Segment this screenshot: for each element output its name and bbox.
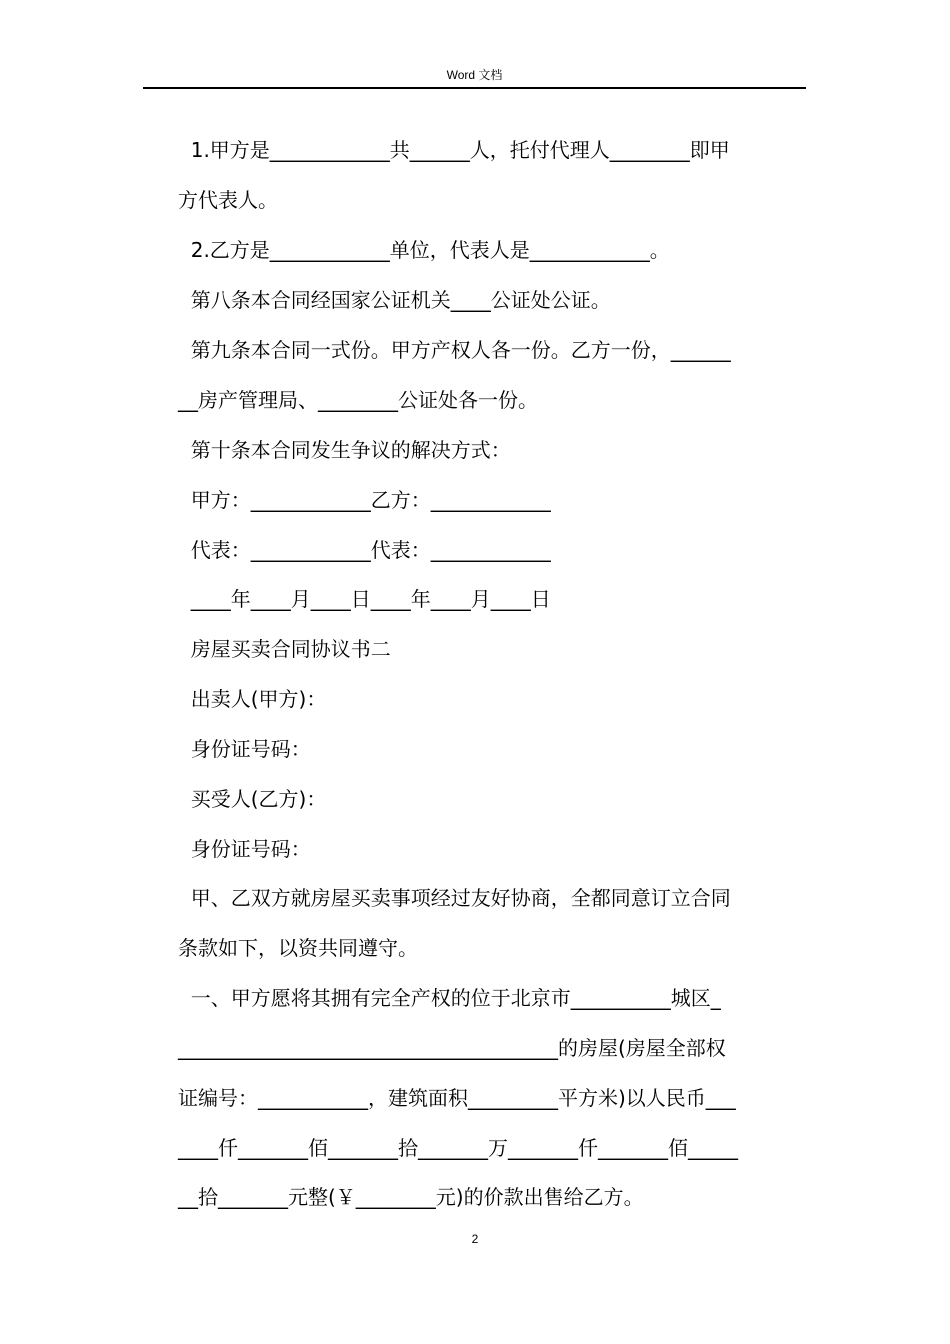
body-line: 2.乙方是____________单位，代表人是____________。 — [178, 238, 670, 262]
body-line: 买受人(乙方)： — [178, 787, 327, 811]
body-line: 甲方：____________乙方：____________ — [178, 488, 551, 512]
header-rule — [143, 87, 806, 89]
body-line: 第十条本合同发生争议的解决方式： — [178, 438, 511, 462]
body-line: 房屋买卖合同协议书二 — [178, 637, 391, 661]
body-line: __拾_______元整(￥________元)的价款出售给乙方。 — [178, 1185, 644, 1209]
body-line: 代表：____________代表：____________ — [178, 538, 551, 562]
body-line: ____仟_______佰_______拾_______万_______仟_______佰_____ — [178, 1136, 738, 1160]
body-line: 条款如下，以资共同遵守。 — [178, 936, 418, 960]
body-line: 第八条本合同经国家公证机关____公证处公证。 — [178, 288, 611, 312]
page-header: Word 文档 — [446, 68, 503, 82]
body-line: ______________________________________的房屋(房屋全部权 — [178, 1036, 726, 1060]
body-line: 1.甲方是____________共______人，托付代理人________即甲 — [178, 138, 730, 162]
body-line: 证编号：___________，建筑面积_________平方米)以人民币___ — [178, 1086, 736, 1110]
body-line: 身份证号码： — [178, 737, 311, 761]
page-number: 2 — [471, 1232, 479, 1246]
body-line: 第九条本合同一式份。甲方产权人各一份。乙方一份，______ — [178, 338, 731, 362]
body-line: ____年____月____日____年____月____日 — [178, 587, 551, 611]
body-line: __房产管理局、________公证处各一份。 — [178, 388, 538, 412]
body-line: 一、甲方愿将其拥有完全产权的位于北京市__________城区_ — [178, 986, 721, 1010]
body-line: 身份证号码： — [178, 837, 311, 861]
body-line: 方代表人。 — [178, 188, 278, 212]
body-line: 出卖人(甲方)： — [178, 687, 327, 711]
body-line: 甲、乙双方就房屋买卖事项经过友好协商，全都同意订立合同 — [178, 886, 731, 910]
